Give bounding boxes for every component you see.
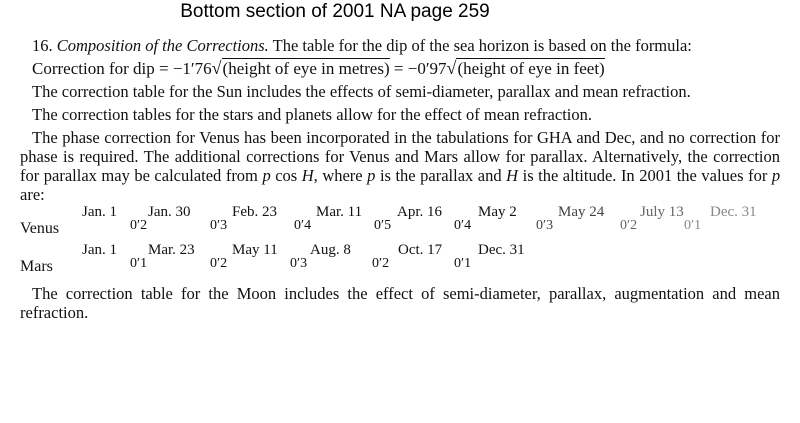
document-page xyxy=(20,36,780,322)
venus-date: May 24 xyxy=(558,204,605,220)
moon-paragraph: The correction table for the Moon includes the effect of semi-diameter, parallax, augmentation and mean refraction. xyxy=(20,284,780,322)
formula-radicand-feet: (height of eye in feet) xyxy=(457,59,605,78)
venus-row xyxy=(20,204,780,244)
sun-paragraph: The correction table for the Sun includes the effects of semi-diameter, parallax and mean refraction. xyxy=(32,82,691,101)
venus-date: Jan. 30 xyxy=(148,204,191,220)
image-caption: Bottom section of 2001 NA page 259 xyxy=(180,1,490,22)
venus-date: Jan. 1 xyxy=(82,204,117,220)
venus-label: Venus xyxy=(20,220,60,237)
mars-label: Mars xyxy=(20,258,53,275)
venus-value: 0′2 xyxy=(620,218,638,233)
dip-formula xyxy=(32,57,780,80)
venus-date: May 2 xyxy=(478,204,517,220)
symbol-p: p xyxy=(262,166,271,185)
venus-date: Dec. 31 xyxy=(710,204,757,220)
venus-mars-text-5: are: xyxy=(20,185,45,204)
venus-date: Feb. 23 xyxy=(232,204,277,220)
section-title: Composition of the Corrections. xyxy=(56,36,269,55)
mars-date: Dec. 31 xyxy=(478,242,525,258)
mars-date: Jan. 1 xyxy=(82,242,117,258)
mars-value: 0′2 xyxy=(210,256,228,271)
venus-value: 0′3 xyxy=(210,218,228,233)
venus-mars-paragraph xyxy=(20,128,780,204)
venus-mars-text-3: is the parallax and xyxy=(379,166,502,185)
sqrt-sign-1: √ xyxy=(211,58,222,78)
mars-row xyxy=(20,242,780,282)
formula-lhs: Correction for dip = −1′76 xyxy=(32,59,212,78)
venus-mars-text-cos: cos xyxy=(275,166,298,185)
venus-value: 0′2 xyxy=(130,218,148,233)
mars-date: Mar. 23 xyxy=(148,242,195,258)
symbol-H-2: H xyxy=(506,166,519,185)
mars-value: 0′3 xyxy=(290,256,308,271)
mars-value: 0′1 xyxy=(454,256,472,271)
formula-radicand-metres: (height of eye in metres) xyxy=(222,59,390,78)
section-number: 16. xyxy=(32,36,53,55)
venus-date: July 13 xyxy=(640,204,684,220)
parallax-values-table xyxy=(20,204,780,284)
symbol-p-2: p xyxy=(367,166,376,185)
venus-mars-text-2: , where xyxy=(313,166,363,185)
venus-value: 0′4 xyxy=(294,218,312,233)
venus-value: 0′1 xyxy=(684,218,702,233)
mars-date: Aug. 8 xyxy=(310,242,351,258)
venus-value: 0′4 xyxy=(454,218,472,233)
venus-mars-text-1: The phase correction for Venus has been incorporated in the tabulations for GHA and Dec, and no correction for phase is required. The additional corrections for Venus and Mars allow for parallax. Alternatively, the correction for parallax may be calculated from xyxy=(20,128,780,185)
stars-paragraph: The correction tables for the stars and planets allow for the effect of mean refraction. xyxy=(32,105,592,124)
symbol-H: H xyxy=(301,166,314,185)
venus-value: 0′5 xyxy=(374,218,392,233)
section-intro-paragraph xyxy=(20,36,780,55)
venus-date: Apr. 16 xyxy=(397,204,442,220)
venus-mars-text-4: is the altitude. In 2001 the values for xyxy=(522,166,768,185)
mars-date: Oct. 17 xyxy=(398,242,443,258)
formula-mid: = −0′97 xyxy=(389,59,447,78)
mars-value: 0′2 xyxy=(372,256,390,271)
mars-date: May 11 xyxy=(232,242,278,258)
mars-value: 0′1 xyxy=(130,256,148,271)
sqrt-sign-2: √ xyxy=(446,58,457,78)
section-intro: The table for the dip of the sea horizon is based on the formula: xyxy=(272,36,692,55)
symbol-p-3: p xyxy=(771,166,781,185)
venus-value: 0′3 xyxy=(536,218,554,233)
venus-date: Mar. 11 xyxy=(316,204,363,220)
